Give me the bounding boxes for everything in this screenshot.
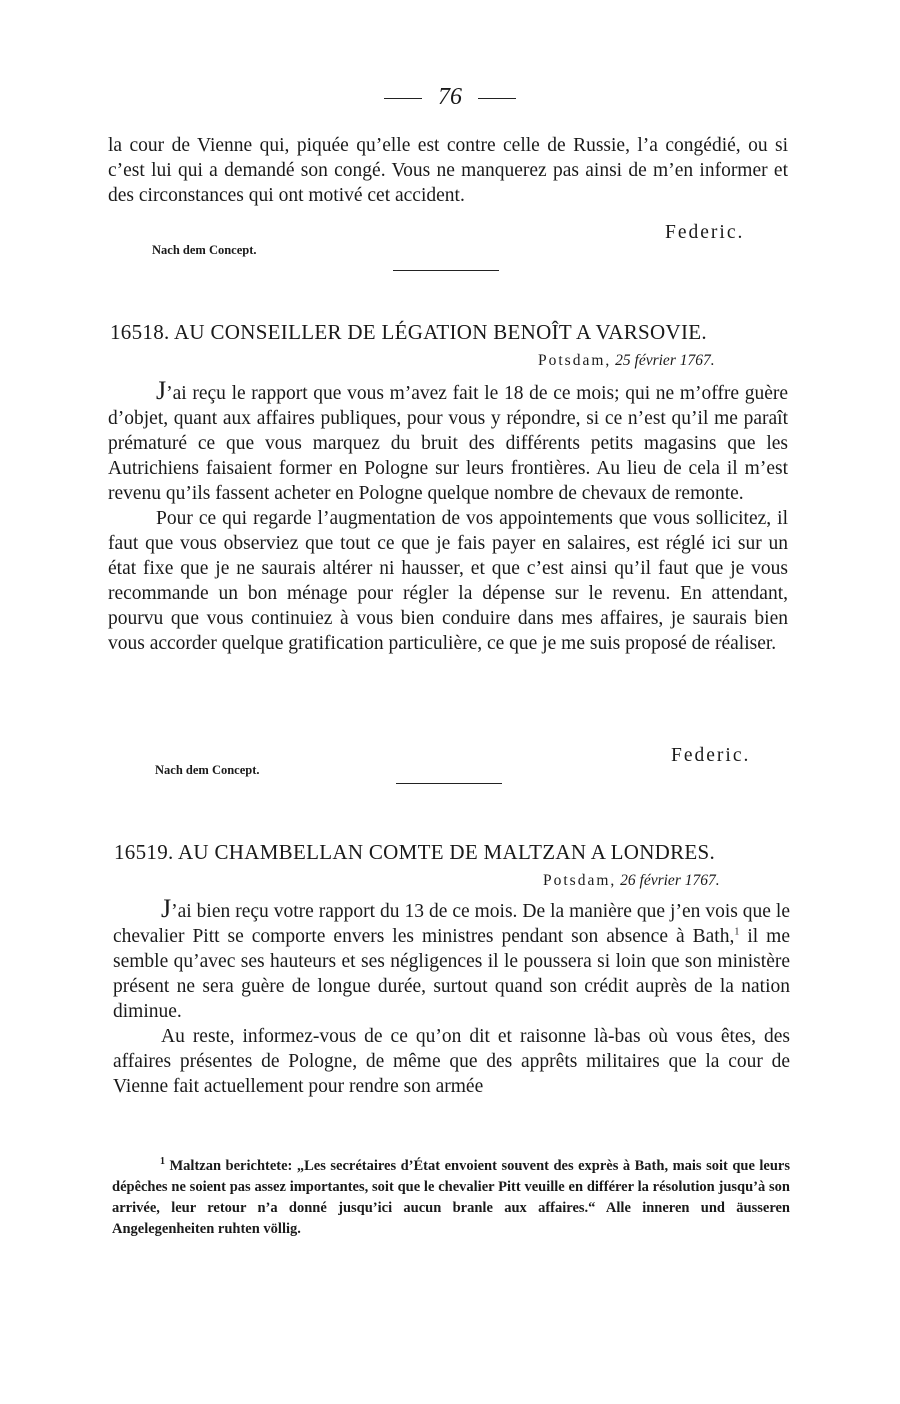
paragraph-text: il me semble qu’avec ses hauteurs et ses négligences il le poussera si loin que son ministère présent ne sera guère de longue durée, surtout quand son crédit auprès de la nation diminue. xyxy=(113,926,790,1022)
signature: Federic. xyxy=(671,745,751,766)
concept-note: Nach dem Concept. xyxy=(155,763,260,777)
drop-cap: J xyxy=(156,376,167,405)
letter-number: 16518. xyxy=(110,320,170,344)
footnote xyxy=(112,1156,790,1240)
section-rule xyxy=(396,783,502,784)
section-rule xyxy=(393,270,499,271)
signature: Federic. xyxy=(665,222,745,243)
drop-cap: J xyxy=(161,894,172,923)
letter-date: 26 février 1767. xyxy=(620,872,720,889)
page-number: 76 xyxy=(438,84,462,110)
letter-heading xyxy=(114,840,715,865)
continuation-paragraph xyxy=(108,133,788,208)
letter-date: 25 février 1767. xyxy=(615,352,715,369)
footnote-reference[interactable]: 1 xyxy=(734,926,740,938)
header-dash-right xyxy=(478,98,516,99)
letter-paragraph: Pour ce qui regarde l’augmentation de vos appointements que vous sollicitez, il faut que vous observiez que tout ce que je fais payer en salaires, est réglé ici sur un état fixe que je ne saurais altérer ni hausser, et que c’est ainsi qu’il faut que je vous recommande un bon ménage pour régler la dépense sur le revenu. En attendant, pourvu que vous continuiez à vous bien conduire dans mes affaires, je saurais bien vous accorder quelque gratification particulière, ce que je me suis proposé de réaliser. xyxy=(108,508,788,654)
letter-dateline xyxy=(538,352,715,370)
letter-paragraph: Au reste, informez-vous de ce qu’on dit et raisonne là-bas où vous êtes, des affaires présentes de Pologne, de même que des apprêts militaires que la cour de Vienne fait actuellement pour rendre son armée xyxy=(113,1026,790,1097)
letter-paragraph xyxy=(113,894,790,1024)
letter-heading xyxy=(110,320,707,345)
letter-body xyxy=(108,376,788,656)
letter-body xyxy=(113,894,790,1099)
paragraph-text: ’ai reçu le rapport que vous m’avez fait le 18 de ce mois; qui ne m’offre guère d’objet, quant aux affaires publiques, pour vous y répondre, si ce n’est qu’il me paraît prématuré ce que vous marquez du bruit des différents petits magasins que les Autrichiens faisaient former en Pologne sur leurs frontières. Au lieu de cela il m’est revenu qu’ils fassent acheter en Pologne quelque nombre de chevaux de remonte. xyxy=(108,383,788,504)
page-header xyxy=(0,84,900,111)
footnote-paragraph xyxy=(112,1156,790,1240)
paragraph-text: ’ai bien reçu votre rapport du 13 de ce mois. De la manière que j’en vois que le chevalier Pitt se comporte envers les ministres pendant son absence à Bath, xyxy=(113,901,790,947)
footnote-text: Maltzan berichtete: „Les secrétaires d’État envoient souvent des exprès à Bath, mais soit que leurs dépêches ne soient pas assez importantes, soit que le chevalier Pitt veuille en différer la résolution jusqu’à son arrivée, leur retour n’a donné jusqu’ici aucun branle aux affaires.“ Alle inneren und äusseren Angelegenheiten ruhten völlig. xyxy=(112,1158,790,1237)
letter-dateline xyxy=(543,872,720,890)
letter-place: Potsdam, xyxy=(538,352,612,369)
letter-number: 16519. xyxy=(114,840,174,864)
letter-title: AU CHAMBELLAN COMTE DE MALTZAN A LONDRES. xyxy=(177,840,716,864)
letter-place: Potsdam, xyxy=(543,872,617,889)
letter-paragraph xyxy=(108,376,788,506)
header-dash-left xyxy=(384,98,422,99)
continuation-text: la cour de Vienne qui, piquée qu’elle est contre celle de Russie, l’a congédié, ou si c’est lui qui a demandé son congé. Vous ne manquerez pas ainsi de m’en informer et des circonstances qui ont motivé cet accident. xyxy=(108,135,788,206)
footnote-marker: 1 xyxy=(160,1156,165,1168)
letter-title: AU CONSEILLER DE LÉGATION BENOÎT A VARSOVIE. xyxy=(173,320,707,344)
concept-note: Nach dem Concept. xyxy=(152,243,257,257)
